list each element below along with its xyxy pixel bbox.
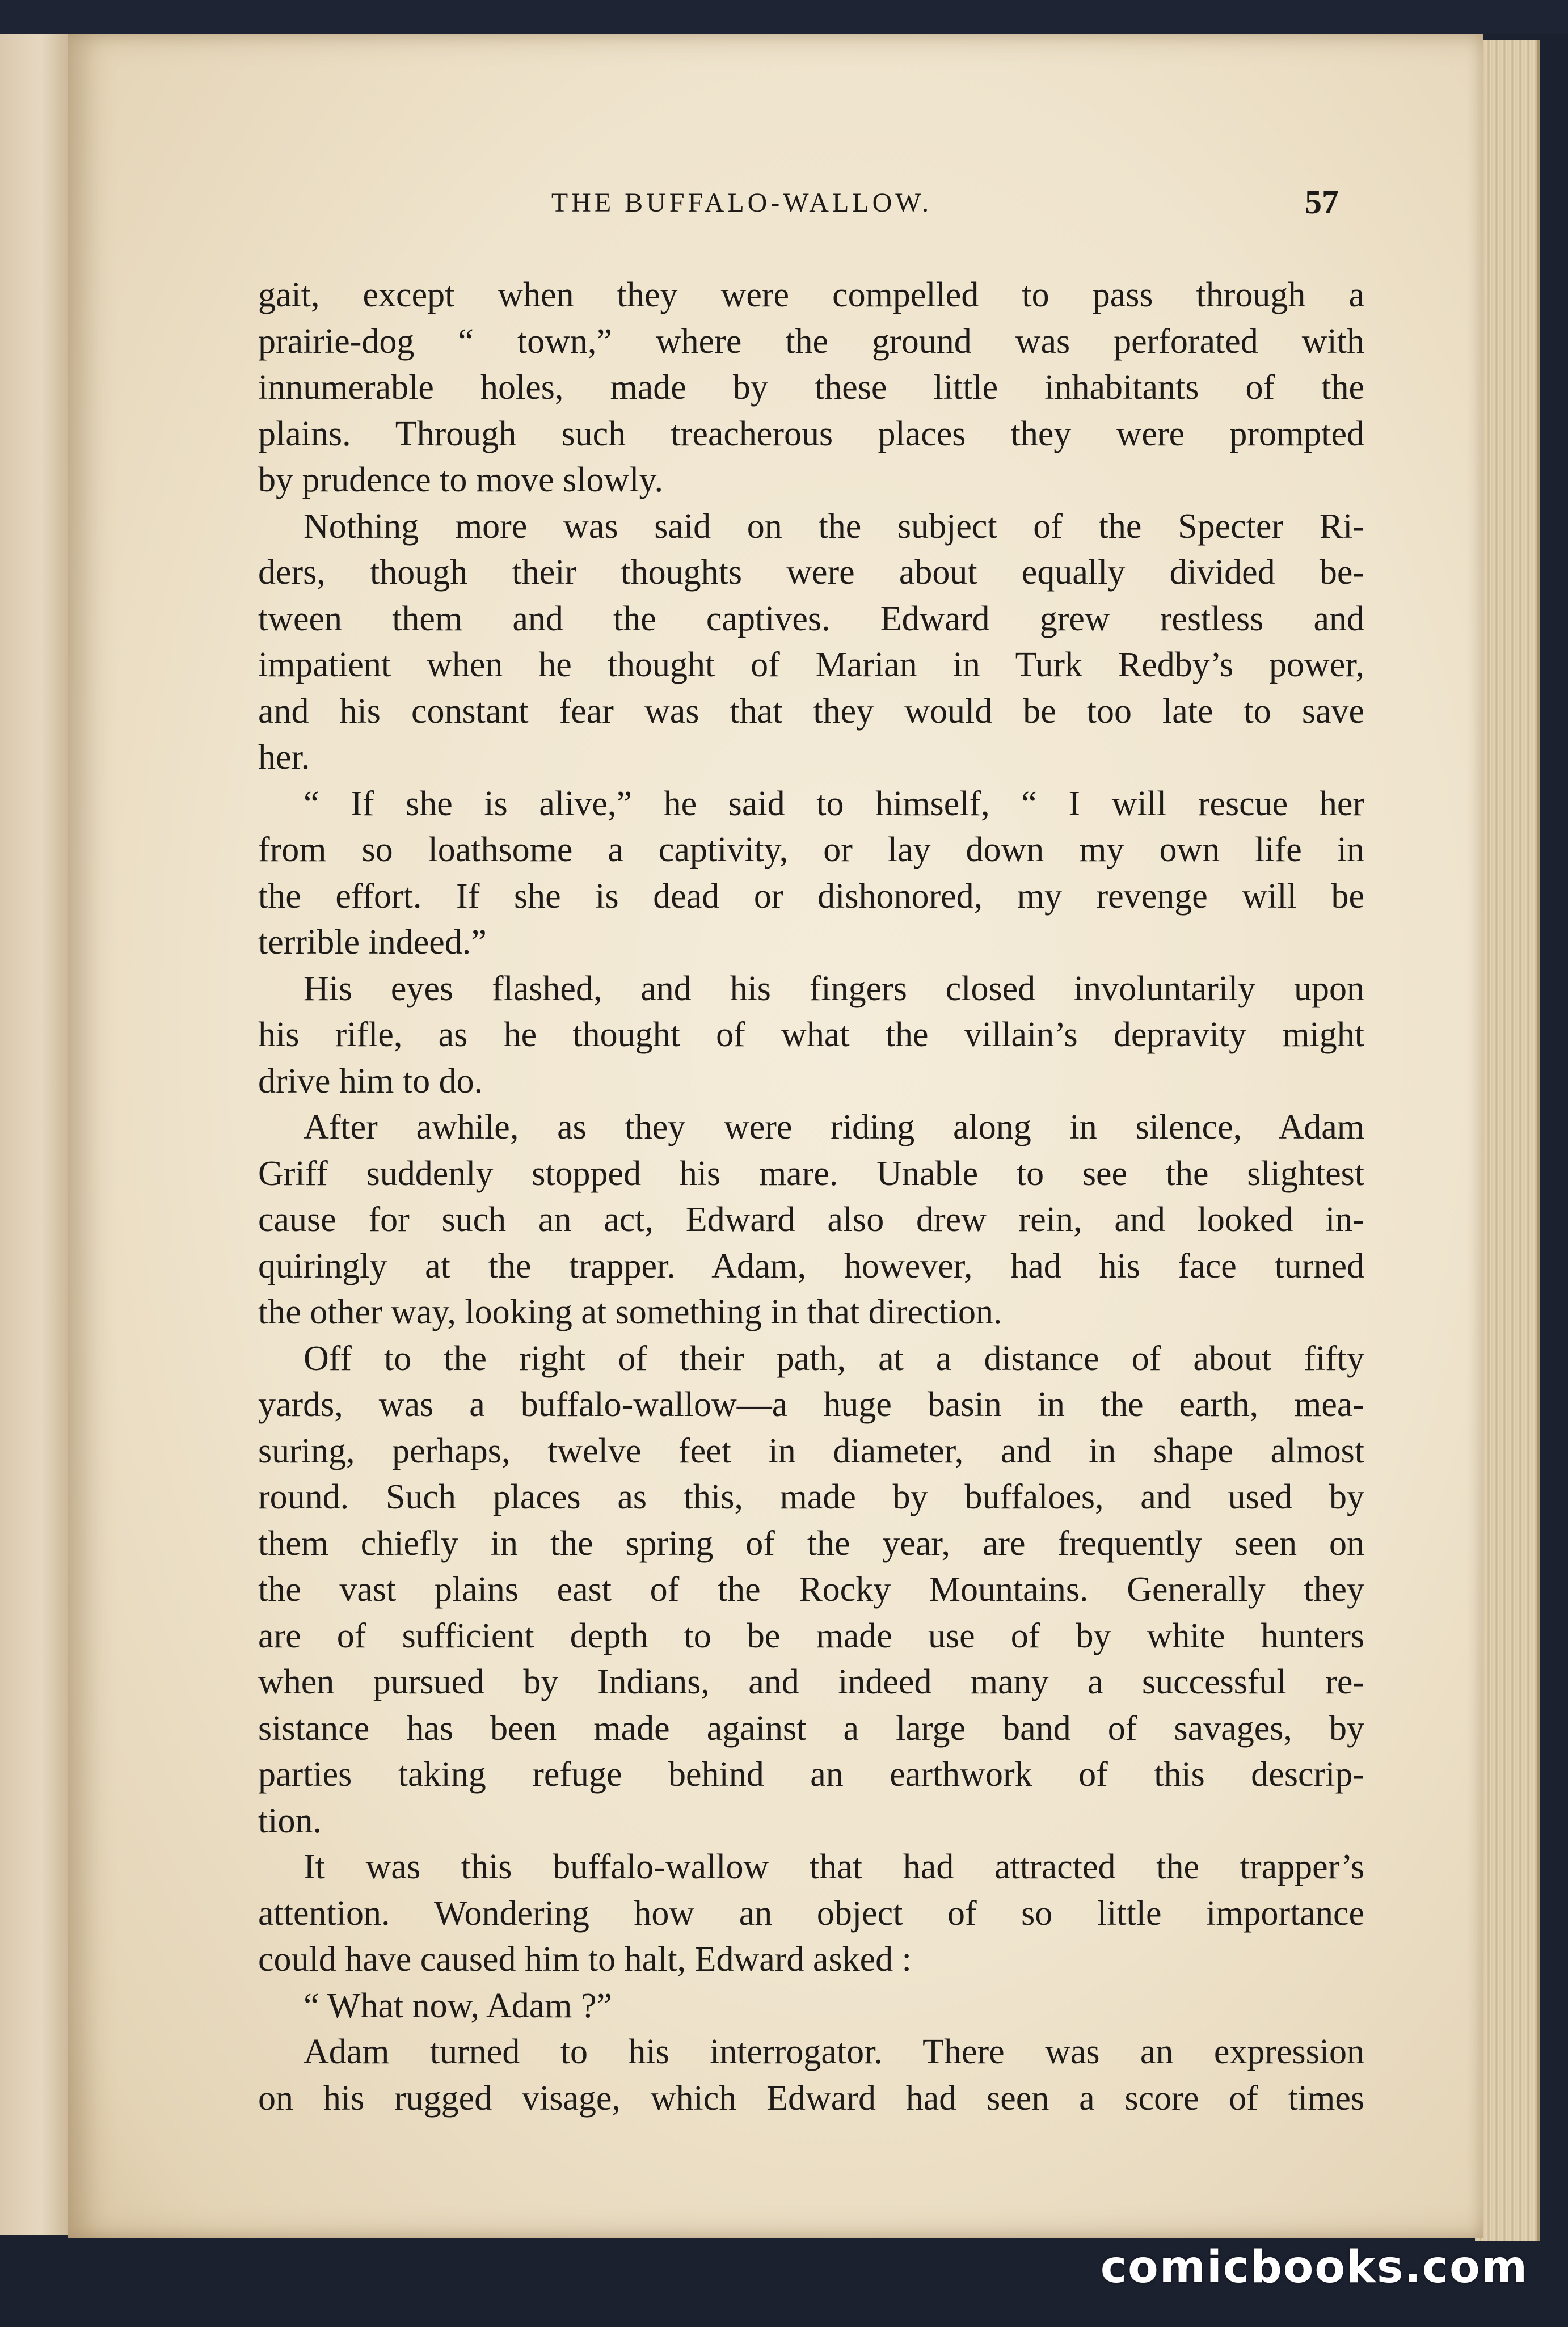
text-line: the other way, looking at something in that direction. [258,1293,1002,1331]
text-line: tion. [258,1801,322,1840]
text-line: tween them and the captives. Edward grew restless and [258,599,1364,638]
text-line: yards, was a buffalo-wallow—a huge basin in the earth, mea- [258,1385,1364,1424]
text-line: and his constant fear was that they would be too late to save [258,692,1364,731]
page-stack-edge [1475,40,1540,2241]
text-line: cause for such an act, Edward also drew rein, and looked in- [258,1200,1364,1239]
text-line: his rifle, as he thought of what the villain’s depravity might [258,1015,1364,1054]
text-line: them chiefly in the spring of the year, are frequently seen on [258,1524,1364,1563]
text-line: sistance has been made against a large band of savages, by [258,1709,1364,1748]
text-line: It was this buffalo-wallow that had attracted the trapper’s [304,1848,1364,1886]
text-line: are of sufficient depth to be made use of by white hunters [258,1616,1364,1655]
text-line: could have caused him to halt, Edward asked : [258,1940,912,1979]
running-title: THE BUFFALO-WALLOW. [551,188,933,218]
text-line: ders, though their thoughts were about equally divided be- [258,553,1364,592]
text-line: attention. Wondering how an object of so little importance [258,1894,1364,1933]
text-line: her. [258,738,310,777]
book-page [68,34,1483,2238]
text-line: “ If she is alive,” he said to himself, “ I will rescue her [304,784,1364,823]
text-line: impatient when he thought of Marian in Turk Redby’s power, [258,646,1364,684]
text-line: “ What now, Adam ?” [304,1986,613,2025]
text-line: when pursued by Indians, and indeed many a successful re- [258,1663,1364,1701]
site-watermark: comicbooks.com [1100,2242,1528,2293]
text-line: plains. Through such treacherous places they were prompted [258,414,1364,453]
text-line: on his rugged visage, which Edward had seen a score of times [258,2079,1364,2118]
text-line: drive him to do. [258,1061,483,1101]
text-line: the effort. If she is dead or dishonored, my revenge will be [258,876,1364,916]
running-head [68,187,1483,218]
text-line: His eyes flashed, and his fingers closed involuntarily upon [304,969,1364,1008]
facing-page-edge [0,34,68,2235]
text-line: terrible indeed.” [258,923,487,962]
text-line: Adam turned to his interrogator. There was an expression [304,2033,1364,2071]
text-line: prairie-dog “ town,” where the ground was perforated with [258,322,1364,361]
text-line: round. Such places as this, made by buffaloes, and used by [258,1478,1364,1516]
text-line: gait, except when they were compelled to pass through a [258,276,1364,314]
text-line: quiringly at the trapper. Adam, however, had his face turned [258,1246,1364,1285]
text-line: Nothing more was said on the subject of the Specter Ri- [304,507,1364,546]
text-line: the vast plains east of the Rocky Mountains. Generally they [258,1570,1364,1609]
page-number: 57 [1305,183,1339,221]
text-line: suring, perhaps, twelve feet in diameter, and in shape almost [258,1431,1364,1470]
text-line: parties taking refuge behind an earthwork of this descrip- [258,1755,1364,1794]
text-line: from so loathsome a captivity, or lay down my own life in [258,831,1364,869]
body-text [258,272,1364,2122]
text-line: After awhile, as they were riding along in silence, Adam [304,1108,1364,1146]
text-line: Off to the right of their path, at a distance of about fifty [304,1339,1364,1378]
text-line: by prudence to move slowly. [258,461,663,499]
text-line: innumerable holes, made by these little inhabitants of the [258,368,1364,407]
background-top [0,0,1568,34]
text-line: Griff suddenly stopped his mare. Unable to see the slightest [258,1154,1364,1193]
